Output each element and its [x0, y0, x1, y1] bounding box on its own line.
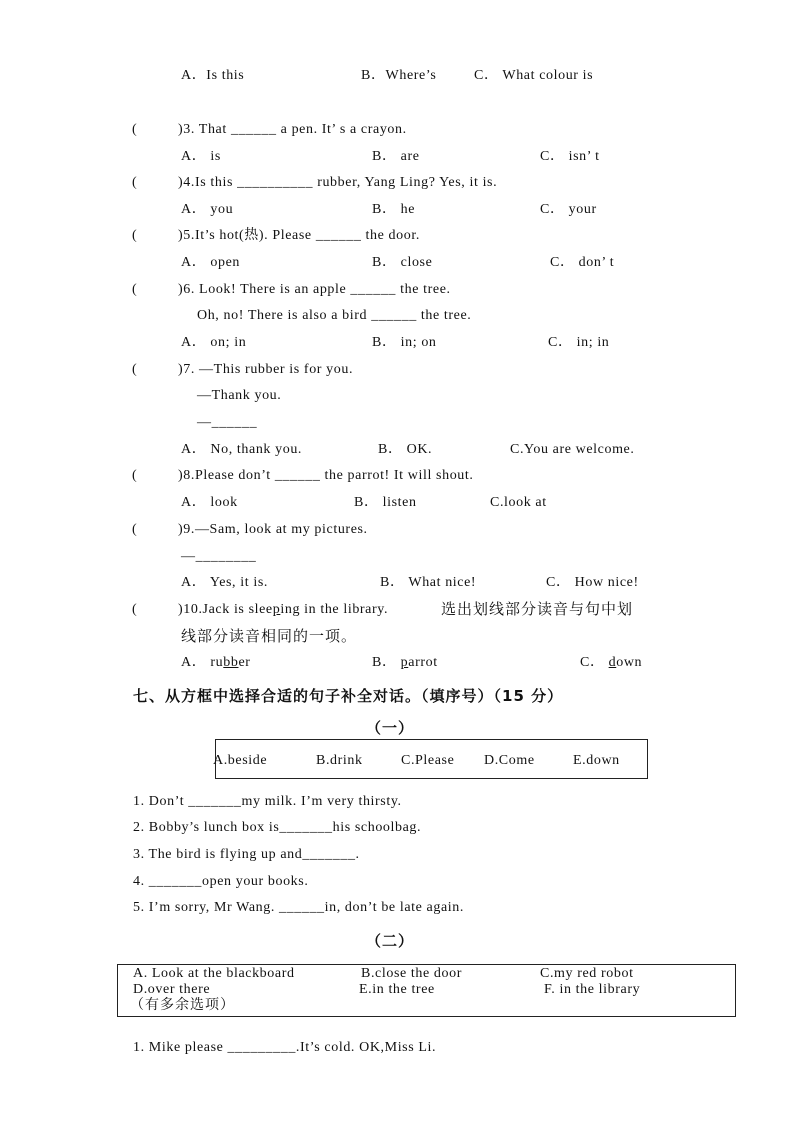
answer-paren: (	[132, 175, 138, 190]
option-c: C.look at	[490, 495, 547, 510]
option-c: C.You are welcome.	[510, 442, 635, 457]
option-c: C． isn’ t	[540, 149, 600, 164]
sentence-bank-option: D.over there	[133, 982, 211, 997]
option-b: B． What nice!	[380, 575, 477, 590]
option-a: A． on; in	[181, 335, 247, 350]
option-a: A． rubber	[181, 655, 251, 670]
option-b: B． he	[372, 202, 416, 217]
answer-paren: (	[132, 282, 138, 297]
sentence-bank-option: B.close the door	[361, 966, 462, 981]
option-c: C． in; in	[548, 335, 610, 350]
option-a: A． open	[181, 255, 241, 270]
question-text: )9.—Sam, look at my pictures.	[178, 522, 368, 537]
dialogue-item: 3. The bird is flying up and_______.	[133, 847, 360, 862]
answer-paren: (	[132, 522, 138, 537]
option-a: A． Yes, it is.	[181, 575, 268, 590]
option-c: C． How nice!	[546, 575, 639, 590]
dialogue-item: 2. Bobby’s lunch box is_______his schoolbag.	[133, 820, 422, 835]
question-line: Oh, no! There is also a bird ______ the tree.	[197, 308, 472, 323]
sentence-bank-option: F. in the library	[544, 982, 641, 997]
question-text: )5.It’s hot(热). Please ______ the door.	[178, 228, 420, 243]
dialogue-item: 1. Don’t _______my milk. I’m very thirsty.	[133, 794, 402, 809]
extra-options-note: （有多余选项）	[130, 997, 235, 1013]
question-text: )4.Is this __________ rubber, Yang Ling? Yes, it is.	[178, 175, 498, 190]
option-a: A．Is this	[181, 68, 245, 83]
sentence-bank-option: E.in the tree	[359, 982, 435, 997]
option-b: B． in; on	[372, 335, 437, 350]
option-b: B． OK.	[378, 442, 433, 457]
option-b: B． are	[372, 149, 420, 164]
word-bank-option: E.down	[573, 753, 620, 768]
word-bank-option: C.Please	[401, 753, 455, 768]
option-b: B． close	[372, 255, 433, 270]
option-c: C． don’ t	[550, 255, 615, 270]
dialogue-item: 4. _______open your books.	[133, 874, 309, 889]
option-c: C． your	[540, 202, 597, 217]
dialogue-item: 1. Mike please _________.It’s cold. OK,Miss Li.	[133, 1040, 437, 1055]
question-text: )7. —This rubber is for you.	[178, 362, 354, 377]
dialogue-item: 5. I’m sorry, Mr Wang. ______in, don’t be late again.	[133, 900, 464, 915]
question-line: —Thank you.	[197, 388, 282, 403]
question-text: )8.Please don’t ______ the parrot! It will shout.	[178, 468, 474, 483]
option-b: B．Where’s	[361, 68, 437, 83]
question-text: )10.Jack is sleeping in the library.	[178, 602, 389, 617]
question-line: —______	[197, 415, 258, 430]
sentence-bank-option: C.my red robot	[540, 966, 634, 981]
part-title: （一）	[366, 719, 415, 737]
question-text: )3. That ______ a pen. It’ s a crayon.	[178, 122, 407, 137]
word-bank-option: A.beside	[213, 753, 268, 768]
answer-paren: (	[132, 122, 138, 137]
option-a: A． look	[181, 495, 238, 510]
part-title: （二）	[366, 932, 415, 950]
question-text: )6. Look! There is an apple ______ the tree.	[178, 282, 451, 297]
question-instruction: 线部分读音相同的一项。	[181, 627, 358, 645]
option-a: A． you	[181, 202, 234, 217]
answer-paren: (	[132, 602, 138, 617]
sentence-bank-option: A. Look at the blackboard	[133, 966, 295, 981]
answer-paren: (	[132, 468, 138, 483]
option-b: B． listen	[354, 495, 417, 510]
question-line: —________	[181, 549, 257, 564]
word-bank-option: D.Come	[484, 753, 535, 768]
option-a: A． is	[181, 149, 221, 164]
option-c: C． down	[580, 655, 643, 670]
section-title: 七、从方框中选择合适的句子补全对话。（填序号）（15 分）	[133, 687, 564, 705]
question-instruction: 选出划线部分读音与句中划	[441, 600, 634, 618]
option-b: B． parrot	[372, 655, 438, 670]
answer-paren: (	[132, 228, 138, 243]
answer-paren: (	[132, 362, 138, 377]
word-bank-option: B.drink	[316, 753, 363, 768]
option-a: A． No, thank you.	[181, 442, 303, 457]
option-c: C． What colour is	[474, 68, 594, 83]
